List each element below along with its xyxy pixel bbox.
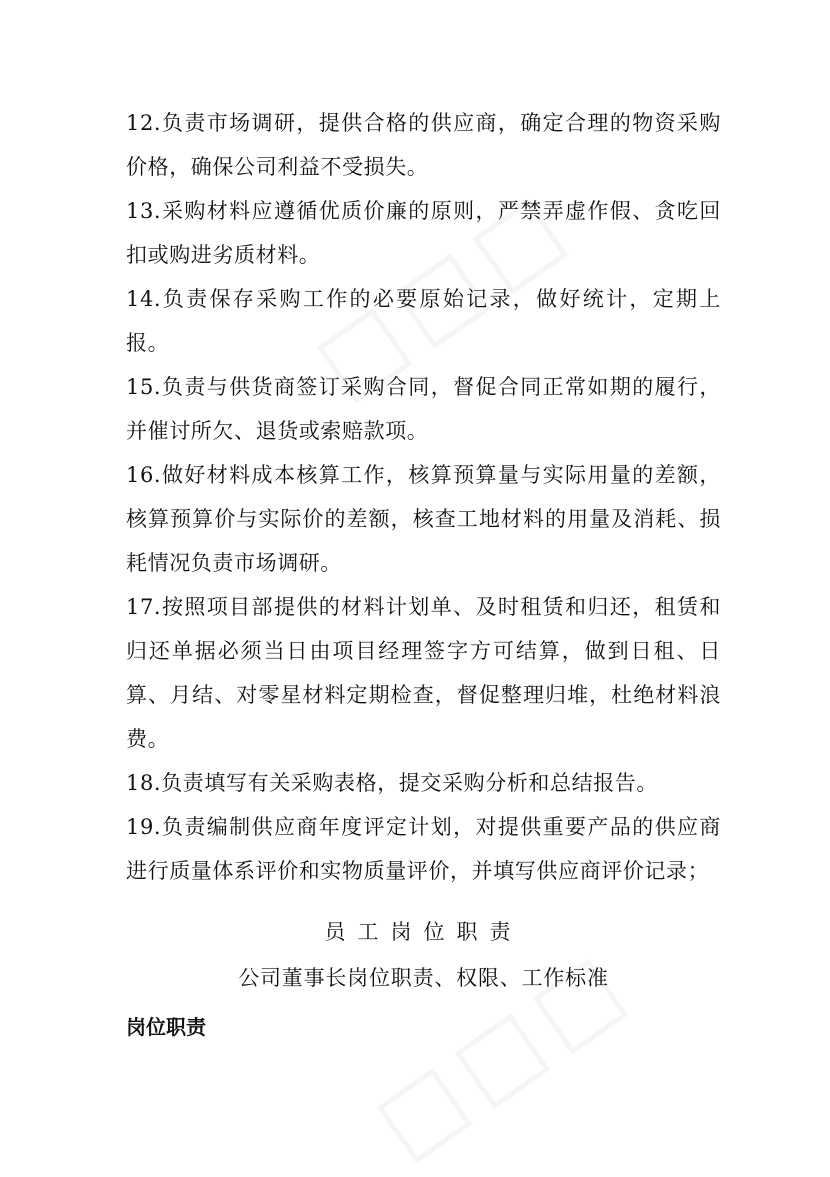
paragraph-15: 15.负责与供货商签订采购合同，督促合同正常如期的履行，并催讨所欠、退货或索赔款项。	[126, 375, 721, 443]
paragraph-12: 12.负责市场调研，提供合格的供应商，确定合理的物资采购价格，确保公司利益不受损失。	[126, 111, 721, 179]
paragraph-16: 16.做好材料成本核算工作，核算预算量与实际用量的差额，核算预算价与实际价的差额，核查工地材料的用量及消耗、损耗情况负责市场调研。	[126, 463, 721, 575]
section-subtitle: 公司董事长岗位职责、权限、工作标准	[238, 966, 609, 990]
document-body	[126, 101, 721, 1049]
paragraph-17: 17.按照项目部提供的材料计划单、及时租赁和归还，租赁和归还单据必须当日由项目经理签字方可结算，做到日租、日算、月结、对零星材料定期检查，督促整理归堆，杜绝材料浪费。	[126, 595, 721, 751]
paragraph-18: 18.负责填写有关采购表格，提交采购分析和总结报告。	[126, 771, 658, 795]
paragraph-19: 19.负责编制供应商年度评定计划，对提供重要产品的供应商进行质量体系评价和实物质量评价，并填写供应商评价记录；	[126, 815, 721, 883]
paragraph-14: 14.负责保存采购工作的必要原始记录，做好统计，定期上报。	[126, 287, 721, 355]
section-title: 员工岗位职责	[324, 920, 523, 944]
paragraph-13: 13.采购材料应遵循优质价廉的原则，严禁弄虚作假、贪吃回扣或购进劣质材料。	[126, 199, 721, 267]
heading-job-duties: 岗位职责	[126, 1015, 206, 1039]
